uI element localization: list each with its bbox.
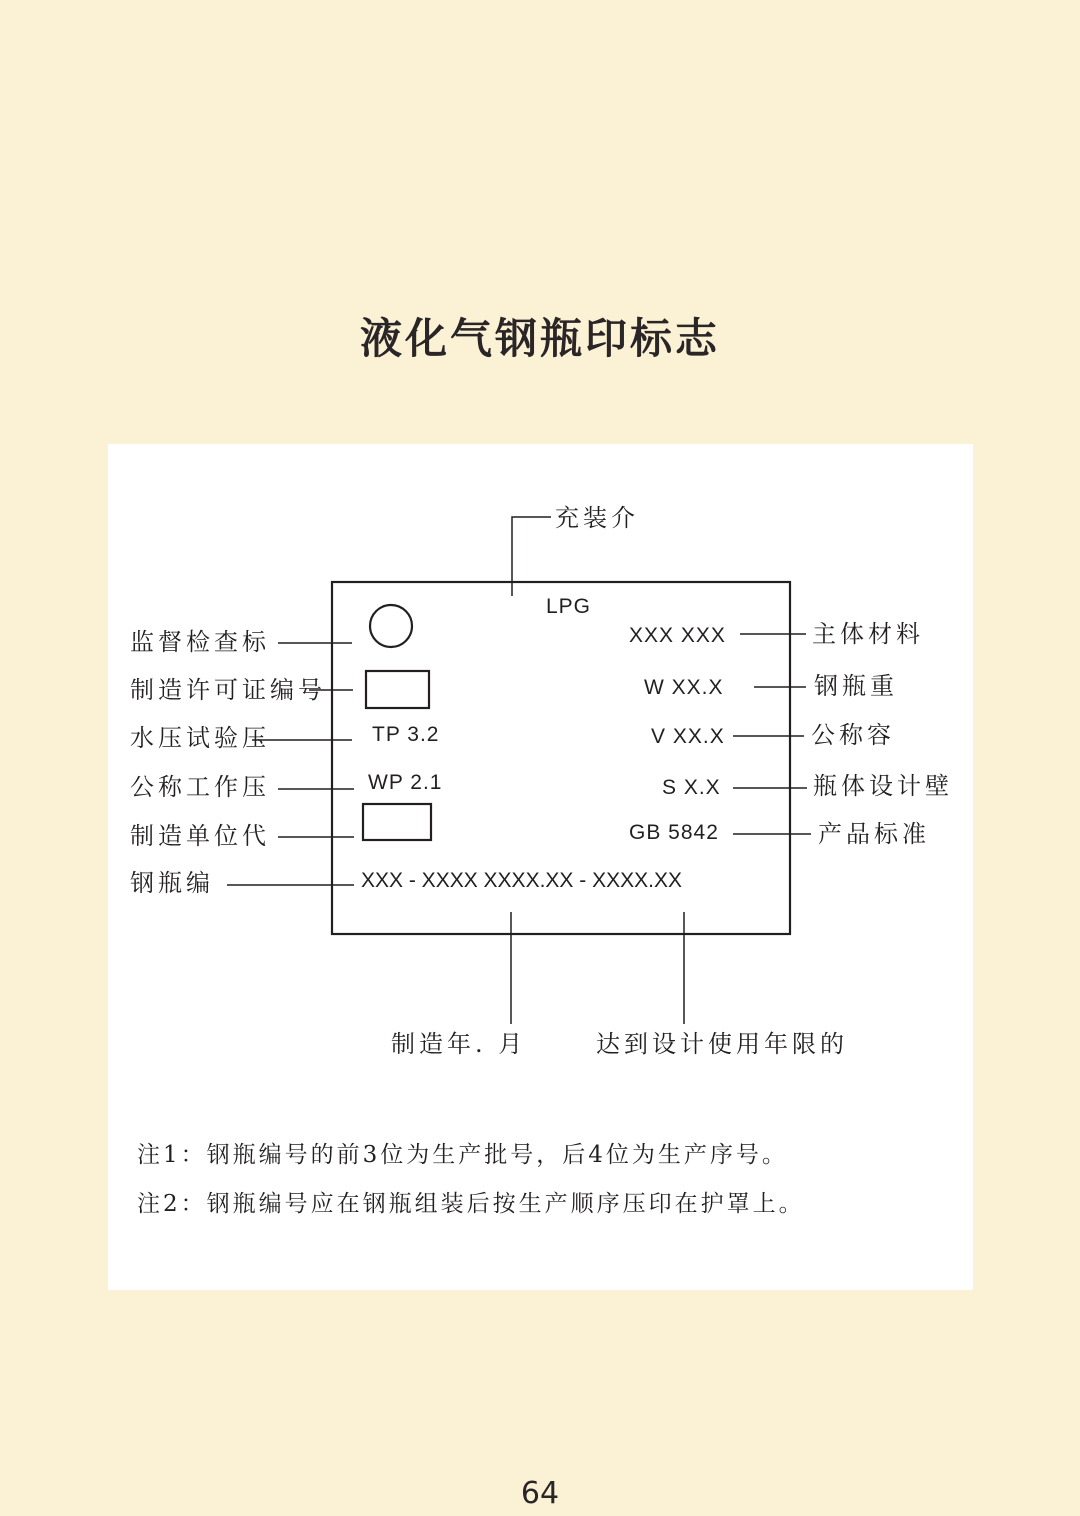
label-cylinder-no: 钢瓶编: [130, 869, 214, 897]
stamp-weight: W XX.X: [644, 676, 724, 699]
stamp-material: XXX XXX: [629, 624, 726, 647]
label-cylinder-weight: 钢瓶重: [814, 672, 898, 700]
stamp-wall: S X.X: [662, 776, 721, 799]
stamp-lpg: LPG: [546, 595, 592, 618]
stamp-wp: WP 2.1: [368, 771, 443, 794]
stamp-tp: TP 3.2: [372, 723, 440, 746]
leader-fill-medium: [512, 517, 551, 596]
inspection-mark-circle: [370, 605, 412, 647]
note-2: 注2：钢瓶编号应在钢瓶组装后按生产顺序压印在护罩上。: [137, 1191, 805, 1217]
page-number: 64: [520, 1476, 560, 1511]
stamp-standard: GB 5842: [629, 821, 719, 844]
label-maker-code: 制造单位代: [130, 822, 270, 850]
label-test-pressure: 水压试验压: [130, 724, 270, 752]
stamp-serial: XXX - XXXX XXXX.XX - XXXX.XX: [361, 869, 682, 892]
label-wall-thickness: 瓶体设计壁: [813, 772, 953, 800]
page-title: 液化气钢瓶印标志: [359, 314, 720, 363]
label-product-standard: 产品标准: [818, 820, 930, 848]
label-design-life: 达到设计使用年限的: [596, 1030, 848, 1058]
label-inspection-mark: 监督检查标: [130, 628, 270, 656]
label-nominal-volume: 公称容: [811, 721, 895, 749]
label-fill-medium: 充装介: [555, 504, 639, 532]
stamp-volume: V XX.X: [651, 725, 725, 748]
note-1: 注1：钢瓶编号的前3位为生产批号，后4位为生产序号。: [137, 1142, 788, 1168]
maker-code-box: [363, 804, 431, 840]
label-working-pressure: 公称工作压: [130, 773, 270, 801]
label-mfg-date: 制造年. 月: [391, 1030, 527, 1058]
label-license-no: 制造许可证编号: [130, 676, 326, 704]
label-main-material: 主体材料: [812, 620, 924, 648]
license-box: [366, 671, 429, 708]
